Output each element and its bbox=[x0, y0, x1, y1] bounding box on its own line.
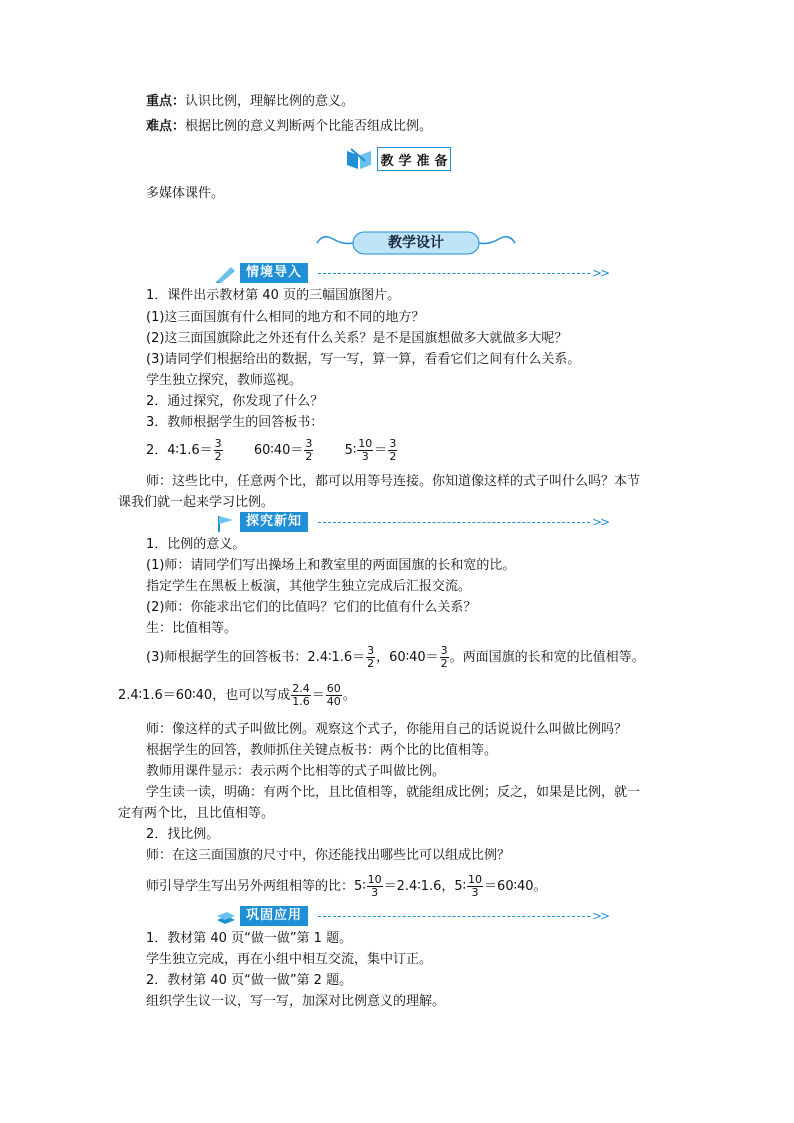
paragraph-with-fractions: 师引导学生写出另外两组相等的比：5∶ $\frac{10}{3}$ ＝2.4∶1.6，5∶ $\frac{10}{3}$ ＝60∶40。 bbox=[146, 873, 547, 899]
paragraph: 3．教师根据学生的回答板书： bbox=[146, 415, 324, 430]
arrow-right-icon: >> bbox=[592, 515, 609, 529]
key-point: 重点：认识比例，理解比例的意义。 bbox=[146, 94, 355, 109]
design-banner bbox=[313, 230, 519, 256]
pen-icon bbox=[215, 265, 237, 283]
paragraph: 师：这些比中，任意两个比，都可以用等号连接。你知道像这样的式子叫什么吗？本节 bbox=[146, 474, 641, 489]
design-banner-title: 教学设计 bbox=[388, 235, 444, 251]
fraction: $\frac{2.4}{1.6}$ bbox=[292, 682, 310, 708]
paragraph: 1．教材第 40 页“做一做”第 1 题。 bbox=[146, 931, 353, 946]
board-formula: 2．4∶1.6＝ $\frac{3}{2}$ 60∶40＝ $\frac{3}{2}$ 5∶ $\frac{10}{3}$ ＝ $\frac{3}{2}$ bbox=[146, 437, 397, 463]
fraction: $\frac{3}{2}$ bbox=[440, 644, 448, 670]
paragraph: 学生读一读，明确：有两个比，且比值相等，就能组成比例；反之，如果是比例，就一 bbox=[146, 785, 641, 800]
paragraph: 2．通过探究，你发现了什么？ bbox=[146, 394, 324, 409]
paragraph: 组织学生议一议，写一写，加深对比例意义的理解。 bbox=[146, 994, 446, 1009]
section-chip-explore: 探究新知 bbox=[240, 512, 308, 532]
paragraph: (2)师：你能求出它们的比值吗？它们的比值有什么关系？ bbox=[146, 600, 477, 615]
fraction: $\frac{3}{2}$ bbox=[389, 437, 397, 463]
fraction: $\frac{10}{3}$ bbox=[367, 873, 382, 899]
paragraph: (1)师：请同学们写出操场上和教室里的两面国旗的长和宽的比。 bbox=[146, 558, 516, 573]
fraction: $\frac{3}{2}$ bbox=[367, 644, 375, 670]
divider bbox=[318, 273, 590, 274]
paragraph: 2．找比例。 bbox=[146, 827, 220, 842]
paragraph-with-fractions: (3)师根据学生的回答板书：2.4∶1.6＝ $\frac{3}{2}$ ，60∶40＝ $\frac{3}{2}$ 。两面国旗的长和宽的比值相等。 bbox=[146, 644, 645, 670]
paragraph: 师：像这样的式子叫做比例。观察这个式子，你能用自己的话说说什么叫做比例吗？ bbox=[146, 722, 628, 737]
paragraph: 学生独立探究，教师巡视。 bbox=[146, 373, 303, 388]
stack-icon bbox=[215, 908, 237, 926]
paragraph: (3)请同学们根据给出的数据，写一写，算一算，看看它们之间有什么关系。 bbox=[146, 352, 581, 367]
fraction: $\frac{60}{40}$ bbox=[326, 682, 341, 708]
fraction: $\frac{10}{3}$ bbox=[358, 437, 373, 463]
paragraph: 2．教材第 40 页“做一做”第 2 题。 bbox=[146, 973, 353, 988]
paragraph: 课我们就一起来学习比例。 bbox=[118, 495, 275, 510]
paragraph: 1．比例的意义。 bbox=[146, 537, 246, 552]
divider bbox=[318, 916, 590, 917]
paragraph: 根据学生的回答，教师抓住关键点板书：两个比的比值相等。 bbox=[146, 743, 498, 758]
paragraph: (1)这三面国旗有什么相同的地方和不同的地方？ bbox=[146, 310, 425, 325]
paragraph: 教师用课件显示：表示两个比相等的式子叫做比例。 bbox=[146, 764, 446, 779]
prep-header bbox=[345, 147, 449, 171]
section-chip-situation: 情境导入 bbox=[240, 263, 308, 283]
paragraph-with-fractions: 2.4∶1.6＝60∶40，也可以写成 $\frac{2.4}{1.6}$ ＝ $\frac{60}{40}$ 。 bbox=[118, 682, 356, 708]
paragraph: 指定学生在黑板上板演，其他学生独立完成后汇报交流。 bbox=[146, 579, 472, 594]
arrow-right-icon: >> bbox=[592, 909, 609, 923]
book-icon bbox=[345, 147, 375, 171]
prep-title: 教 学 准 备 bbox=[377, 147, 451, 171]
paragraph: 生：比值相等。 bbox=[146, 621, 238, 636]
fraction: $\frac{3}{2}$ bbox=[305, 437, 313, 463]
paragraph: 师：在这三面国旗的尺寸中，你还能找出哪些比可以组成比例？ bbox=[146, 848, 511, 863]
fraction: $\frac{3}{2}$ bbox=[214, 437, 222, 463]
paragraph: 定有两个比，且比值相等。 bbox=[118, 806, 275, 821]
paragraph: (2)这三面国旗除此之外还有什么关系？是不是国旗想做多大就做多大呢？ bbox=[146, 331, 568, 346]
paragraph: 1．课件出示教材第 40 页的三幅国旗图片。 bbox=[146, 288, 401, 303]
section-chip-apply: 巩固应用 bbox=[240, 906, 308, 926]
divider bbox=[318, 522, 590, 523]
difficulty-point: 难点：根据比例的意义判断两个比能否组成比例。 bbox=[146, 119, 433, 134]
prep-text: 多媒体课件。 bbox=[146, 186, 225, 201]
paragraph: 学生独立完成，再在小组中相互交流，集中订正。 bbox=[146, 952, 433, 967]
fraction: $\frac{10}{3}$ bbox=[468, 873, 483, 899]
arrow-right-icon: >> bbox=[592, 266, 609, 280]
flag-icon bbox=[215, 514, 237, 532]
